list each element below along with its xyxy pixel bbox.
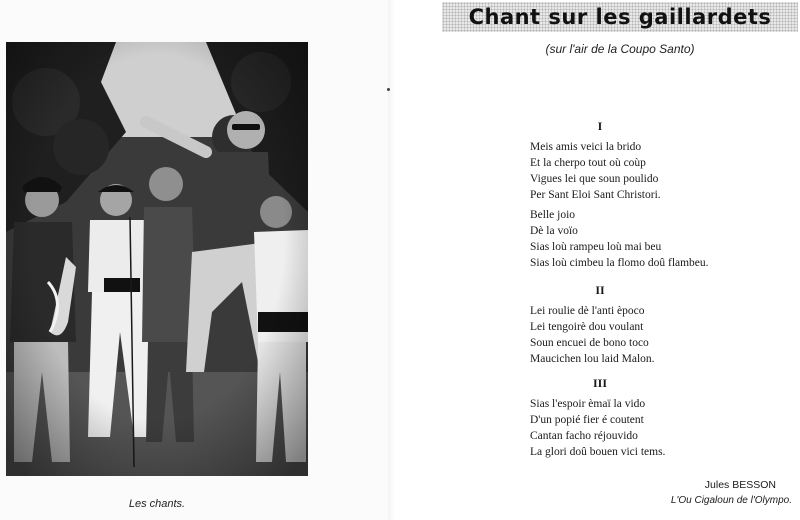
book-spine [388,0,400,520]
photo-illustration [6,42,308,476]
verse-line: Maucichen lou laid Malon. [530,353,655,365]
verse-line: Et la cherpo tout où coùp [530,157,646,169]
photograph [6,42,308,476]
verse-line: Vigues lei que soun poulido [530,173,659,185]
song-title: Chant sur les gaillardets [468,5,772,29]
verse-line: Cantan facho réjouvido [530,430,638,442]
verse-line: D'un popié fier é coutent [530,414,644,426]
verse-line: Lei tengoirè dou voulant [530,321,644,333]
verse-line: Meis amis veici la brido [530,141,642,153]
stanza [530,303,655,367]
verse-line: Sias loù rampeu loù mai beu [530,241,662,253]
page-mark [387,88,390,91]
author-name: Jules BESSON [704,479,776,491]
section-numeral: II [595,283,605,297]
verse-line: Lei roulie dè l'anti èpoco [530,305,645,317]
photo-caption: Les chants. [128,498,186,510]
song-subtitle: (sur l'air de la Coupo Santo) [545,42,695,56]
verse-line: Sias loù cimbeu la flomo doû flambeu. [530,257,709,269]
verse-line: Sias l'espoir èmaï la vido [530,398,646,410]
verse-line: Per Sant Eloi Sant Christori. [530,189,661,201]
verse-line: Belle joio [530,209,576,221]
verse-line: Soun encuei de bono toco [530,337,649,349]
stanza [530,396,665,460]
stanza [530,207,709,271]
verse-line: La glori doû bouen vici tems. [530,446,666,458]
section-numeral: III [592,376,607,390]
verse-line: Dè la voïo [530,225,578,237]
source-credit: L'Ou Cigaloun de l'Olympo. [670,495,792,506]
stanza [530,139,661,203]
section-numeral: I [597,119,603,133]
